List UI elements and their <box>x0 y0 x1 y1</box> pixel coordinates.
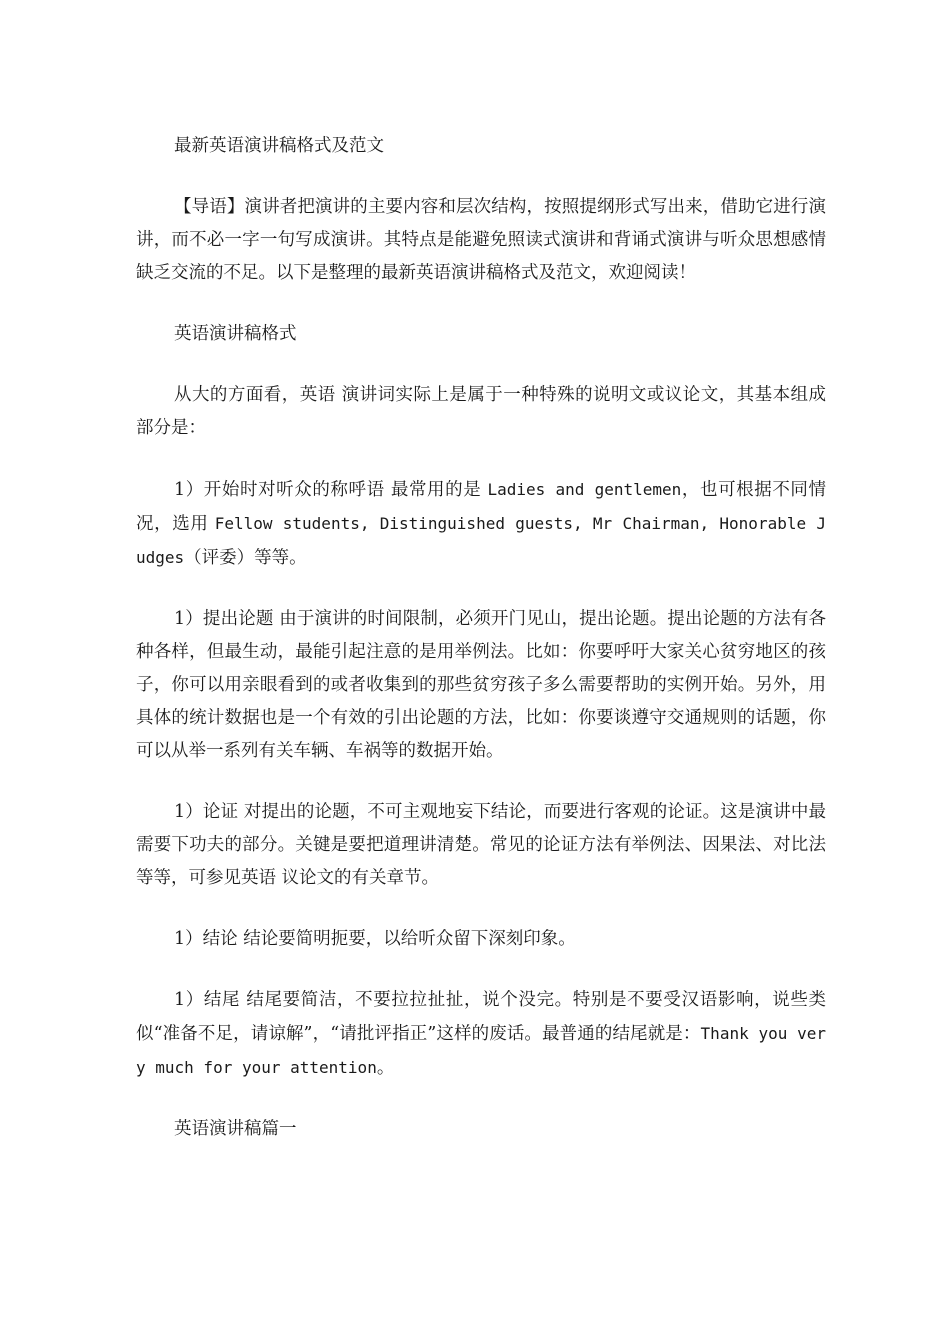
point-salutation-english-2: Fellow students, Distinguished guests, Mr Chairman, Honorable Judges <box>136 514 826 567</box>
section-heading-format: 英语演讲稿格式 <box>174 324 297 344</box>
point-topic: 1）提出论题 由于演讲的时间限制，必须开门见山，提出论题。提出论题的方法有各种各样，但最生动，最能引起注意的是用举例法。比如：你要呼吁大家关心贫穷地区的孩子，你可以用亲眼看到的或者收集到的那些贫穷孩子多么需要帮助的实例开始。另外，用具体的统计数据也是一个有效的引出论题的方法，比如：你要谈遵守交通规则的话题，你可以从举一系列有关车辆、车祸等的数据开始。 <box>136 609 826 761</box>
point-salutation <box>136 473 826 575</box>
overview-paragraph: 从大的方面看，英语 演讲词实际上是属于一种特殊的说明文或议论文，其基本组成部分是： <box>136 385 826 438</box>
point-argument: 1）论证 对提出的论题，不可主观地妄下结论，而要进行客观的论证。这是演讲中最需要下功夫的部分。关键是要把道理讲清楚。常见的论证方法有举例法、因果法、对比法等等，可参见英语 议论文的有关章节。 <box>136 802 826 888</box>
point-ending <box>136 984 826 1085</box>
point-salutation-middle: ，也可根据不同情况，选用 <box>136 480 827 534</box>
point-salutation-prefix: 1）开始时对听众的称呼语 最常用的是 <box>174 480 488 500</box>
point-conclusion: 1）结论 结论要简明扼要，以给听众留下深刻印象。 <box>174 929 576 949</box>
point-salutation-suffix: （评委）等等。 <box>184 548 307 568</box>
point-ending-suffix: 。 <box>376 1058 395 1078</box>
intro-paragraph: 【导语】演讲者把演讲的主要内容和层次结构，按照提纲形式写出来，借助它进行演讲，而不必一字一句写成演讲。其特点是能避免照读式演讲和背诵式演讲与听众思想感情缺乏交流的不足。以下是整理的最新英语演讲稿格式及范文，欢迎阅读！ <box>136 197 826 283</box>
point-ending-prefix: 1）结尾 结尾要简洁，不要拉拉扯扯，说个没完。特别是不要受汉语影响，说些类似“准备不足，请谅解”，“请批评指正”这样的废话。最普通的结尾就是： <box>136 990 826 1044</box>
point-salutation-english-1: Ladies and gentlemen <box>487 480 682 499</box>
point-ending-english: Thank you very much for your attention <box>136 1024 826 1077</box>
section-heading-one: 英语演讲稿篇一 <box>174 1119 297 1139</box>
document-body <box>136 130 826 1174</box>
document-title: 最新英语演讲稿格式及范文 <box>174 136 384 156</box>
